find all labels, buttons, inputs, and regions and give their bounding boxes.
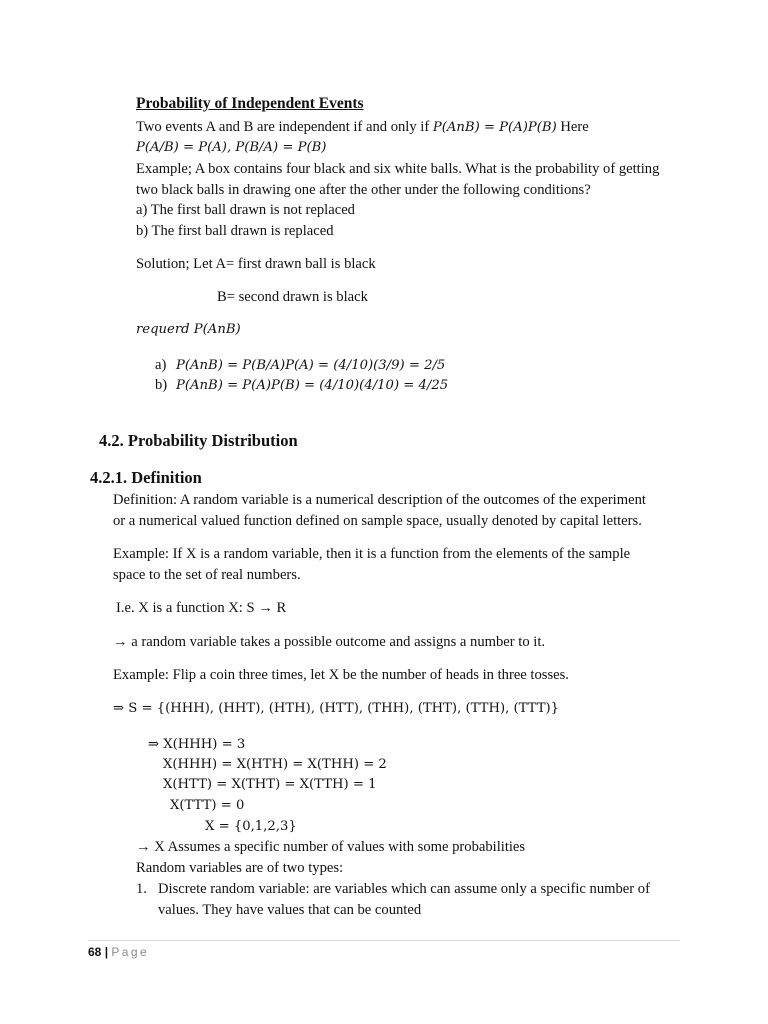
page-number: 68 [88,945,102,959]
ie-line: I.e. X is a function X: S → R [116,600,287,616]
section-heading-independent-events: Probability of Independent Events [136,95,364,112]
solution-line: Solution; Let A= first drawn ball is black [136,256,376,272]
page-footer [88,944,149,960]
answer-b-formula: P(AnB) = P(A)P(B) = (4/10)(4/10) = 4/25 [176,378,449,393]
list-item-text-line-2: values. They have values that can be counted [158,902,422,918]
conditional-formula-line: P(A/B) = P(A), P(B/A) = P(B) [136,140,327,155]
list-item-number: 1. [136,881,147,897]
section-heading-probability-distribution: 4.2. Probability Distribution [99,431,298,450]
rv-example-line-1: Example: If X is a random variable, then it is a function from the elements of the sample [113,546,631,562]
footer-separator: | [101,945,112,959]
coin-flip-example: Example: Flip a coin three times, let X be the number of heads in three tosses. [113,667,569,683]
example-line-1: Example; A box contains four black and six white balls. What is the probability of getting [136,161,660,177]
example-line-2: two black balls in drawing one after the other under the following conditions? [136,182,591,198]
answer-b [155,376,448,395]
page-label: Page [111,945,150,959]
x-mapping-line-3: X(HTT) = X(THT) = X(TTH) = 1 [163,777,377,792]
solution-b-line: B= second drawn is black [217,289,368,305]
required-line: requerd P(AnB) [136,322,241,337]
x-range-line: X = {0,1,2,3} [205,819,297,834]
definition-text: Two events A and B are independent if and only if [136,119,433,135]
x-mapping-line-4: X(TTT) = 0 [170,798,245,813]
answer-a [155,356,445,375]
sample-space-line: ⇒ S = {(HHH), (HHT), (HTH), (HTT), (THH), (THT), (TTH), (TTT)} [113,701,560,716]
x-mapping-line-1: ⇒ X(HHH) = 3 [148,737,246,752]
subsection-heading-definition: 4.2.1. Definition [90,468,202,487]
condition-b: b) The first ball drawn is replaced [136,223,334,239]
independence-definition-line [136,118,589,137]
definition-line-2: or a numerical valued function defined on sample space, usually denoted by capital letters. [113,513,642,529]
footer-divider [88,940,680,941]
definition-tail: Here [556,119,589,135]
list-item-text-line-1: Discrete random variable: are variables which can assume only a specific number of [158,881,650,897]
definition-formula: P(AnB) = P(A)P(B) [432,120,557,135]
list-item-discrete [136,880,650,898]
answer-a-label: a) [155,357,167,373]
arrow-assign-line: → a random variable takes a possible outcome and assigns a number to it. [113,634,546,650]
answer-b-label: b) [155,377,168,393]
answer-a-formula: P(AnB) = P(B/A)P(A) = (4/10)(3/9) = 2/5 [176,358,446,373]
condition-a: a) The first ball drawn is not replaced [136,202,355,218]
types-line: Random variables are of two types: [136,860,344,876]
assumes-line: → X Assumes a specific number of values with some probabilities [136,839,526,855]
x-mapping-line-2: X(HHH) = X(HTH) = X(THH) = 2 [163,757,387,772]
definition-line-1: Definition: A random variable is a numerical description of the outcomes of the experiment [113,492,646,508]
rv-example-line-2: space to the set of real numbers. [113,567,301,583]
